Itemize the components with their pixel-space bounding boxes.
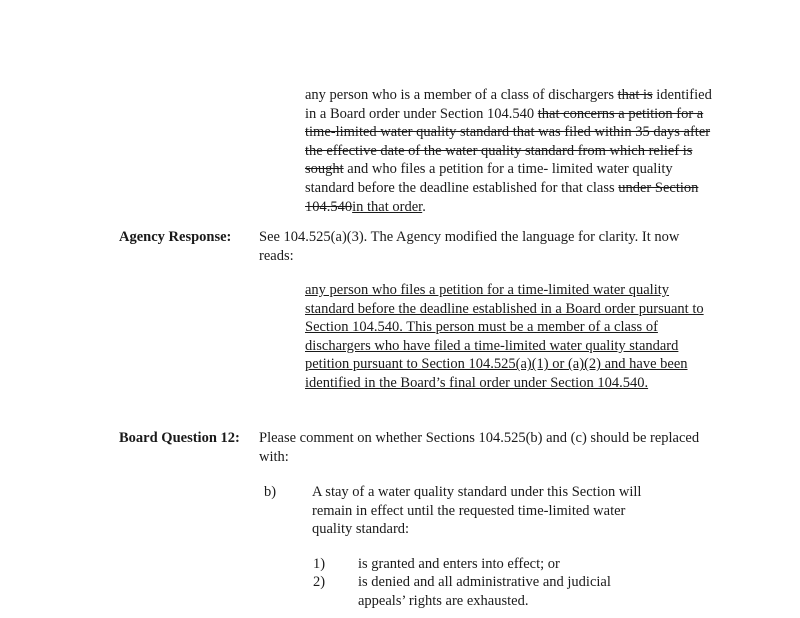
quote-text: and who files a petition for a time- limited water quality standard before the deadline established for that class — [305, 161, 673, 196]
agency-response-label: Agency Response: — [119, 229, 232, 245]
agency-response-text: See 104.525(a)(3). The Agency modified the language for clarity. It now reads: — [259, 229, 680, 264]
list-marker: 1) — [313, 556, 326, 572]
board-question-text: Please comment on whether Sections 104.525(b) and (c) should be replaced with: — [259, 430, 700, 465]
quoted-rule-revision — [305, 86, 715, 216]
quote-text: identified in a Board order under Section 104.540 — [305, 87, 712, 122]
list-item: is denied and all administrative and judicial appeals’ rights are exhausted. — [358, 574, 611, 609]
agency-revised-language: any person who files a petition for a time-limited water quality standard before the deadline established in a Board order pursuant to Section 104.540. This person must be a member of a class of dischargers who have filed a time-limited water quality standard petition pursuant to Section 104.525(a)(1) or (a)(2) and have been identified in the Board’s final order under Section 104.540. — [305, 282, 704, 391]
deleted-text: under Section 104.540 — [305, 179, 699, 215]
board-question-label: Board Question 12: — [119, 430, 240, 446]
deleted-text: that concerns a petition for a time-limited water quality standard that was filed within 35 days after the effective date of the water quality standard from which relief is sought — [305, 105, 711, 178]
inserted-text: in that order — [352, 198, 423, 215]
quote-text: . — [422, 198, 426, 215]
list-marker: 2) — [313, 574, 326, 590]
list-item: is granted and enters into effect; or — [358, 556, 560, 572]
list-item: A stay of a water quality standard under this Section will remain in effect until the requested time-limited water quality standard: — [312, 484, 642, 538]
deleted-text: that is — [617, 87, 653, 103]
list-marker: b) — [264, 484, 277, 500]
quote-text: any person who is a member of a class of dischargers — [305, 87, 618, 103]
